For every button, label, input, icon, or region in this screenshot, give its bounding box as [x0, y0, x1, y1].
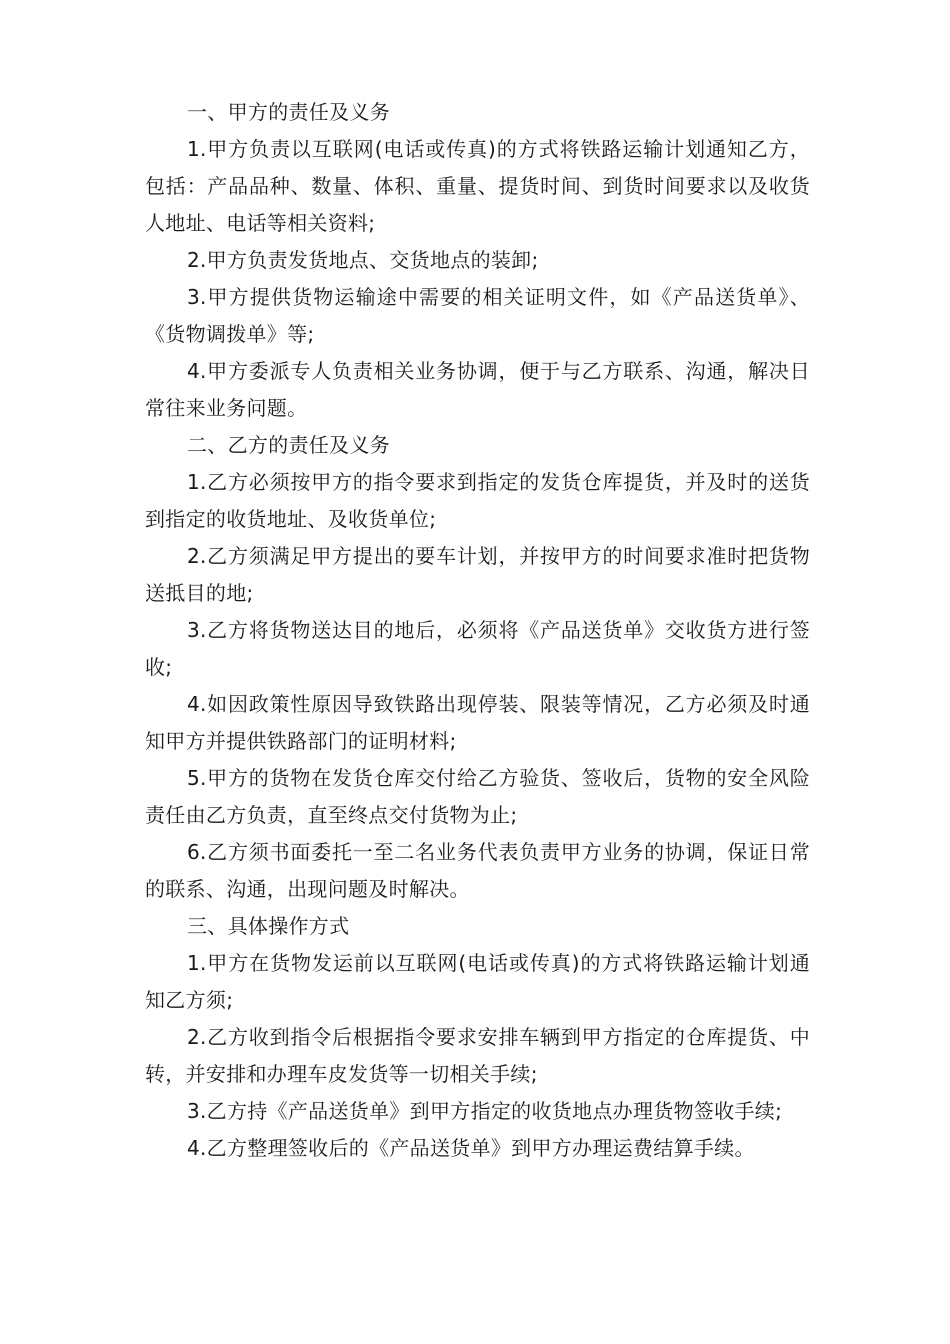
clause-3-1: 1.甲方在货物发运前以互联网(电话或传真)的方式将铁路运输计划通知乙方须; [145, 951, 810, 1012]
clause-3-2: 2.乙方收到指令后根据指令要求安排车辆到甲方指定的仓库提货、中转，并安排和办理车皮发货等一切相关手续; [145, 1025, 810, 1086]
clause-1-1: 1.甲方负责以互联网(电话或传真)的方式将铁路运输计划通知乙方，包括：产品品种、数量、体积、重量、提货时间、到货时间要求以及收货人地址、电话等相关资料; [145, 137, 810, 235]
clause-1-4: 4.甲方委派专人负责相关业务协调，便于与乙方联系、沟通，解决日常往来业务问题。 [145, 359, 810, 420]
clause-2-3: 3.乙方将货物送达目的地后，必须将《产品送货单》交收货方进行签收; [145, 618, 810, 679]
clause-2-4: 4.如因政策性原因导致铁路出现停装、限装等情况，乙方必须及时通知甲方并提供铁路部门的证明材料; [145, 692, 810, 753]
document-body [145, 94, 810, 1167]
clause-2-2: 2.乙方须满足甲方提出的要车计划，并按甲方的时间要求准时把货物送抵目的地; [145, 544, 810, 605]
clause-2-1: 1.乙方必须按甲方的指令要求到指定的发货仓库提货，并及时的送货到指定的收货地址、及收货单位; [145, 470, 810, 531]
clause-3-4: 4.乙方整理签收后的《产品送货单》到甲方办理运费结算手续。 [187, 1136, 755, 1160]
clause-1-2: 2.甲方负责发货地点、交货地点的装卸; [187, 248, 539, 272]
section-heading-3: 三、具体操作方式 [187, 914, 350, 938]
clause-1-3: 3.甲方提供货物运输途中需要的相关证明文件，如《产品送货单》、《货物调拨单》等; [145, 285, 810, 346]
clause-2-6: 6.乙方须书面委托一至二名业务代表负责甲方业务的协调，保证日常的联系、沟通，出现问题及时解决。 [145, 840, 810, 901]
section-heading-2: 二、乙方的责任及义务 [187, 433, 390, 457]
section-heading-1: 一、甲方的责任及义务 [187, 100, 390, 124]
clause-2-5: 5.甲方的货物在发货仓库交付给乙方验货、签收后，货物的安全风险责任由乙方负责，直至终点交付货物为止; [145, 766, 810, 827]
clause-3-3: 3.乙方持《产品送货单》到甲方指定的收货地点办理货物签收手续; [187, 1099, 783, 1123]
